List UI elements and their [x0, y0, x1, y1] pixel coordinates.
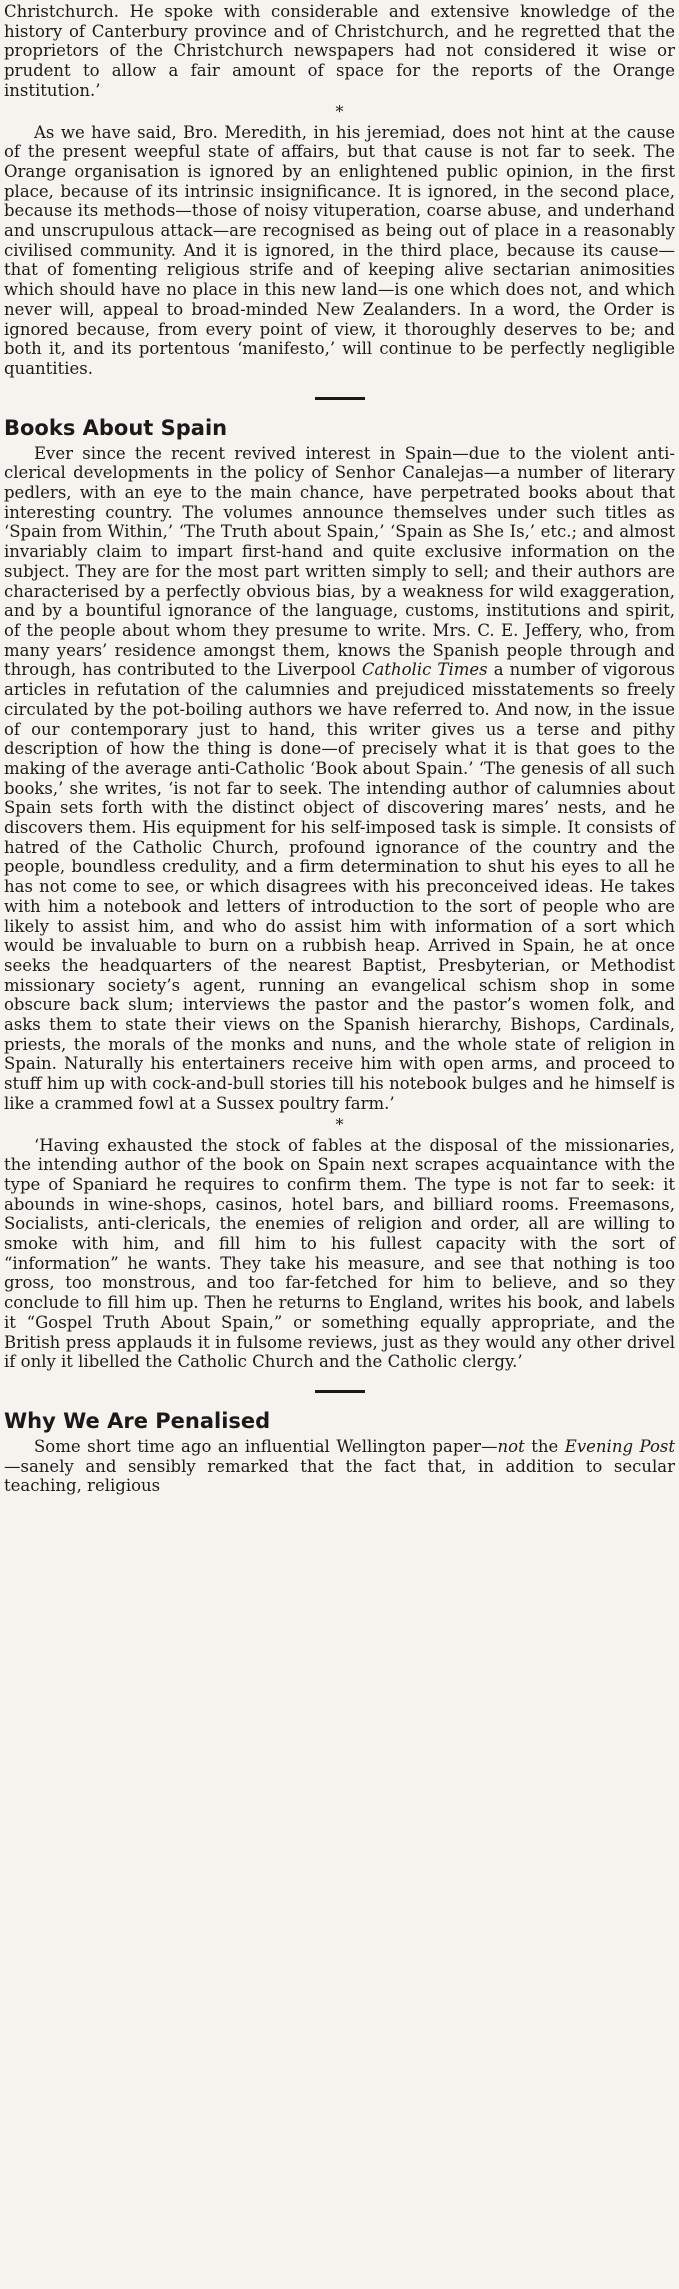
intro-paragraph: Christchurch. He spoke with considerable and extensive knowledge of the history of Canterbury province and of Christchurch, and he regretted that the proprietors of the Christchurch newspapers had not considered it wise or prudent to allow a fair amount of space for the reports of the Orange institution.’ — [4, 2, 675, 100]
newspaper-title: Catholic Times — [361, 660, 488, 680]
paragraph-having-exhausted: ‘Having exhausted the stock of fables at the disposal of the missionaries, the intending author of the book on Spain next scrapes acquaintance with the type of Spaniard he requires to confirm them. The type is not far to seek: it abounds in wine-shops, casinos, hotel bars, and billiard rooms. Freemasons, Socialists, anti-clericals, the enemies of religion and order, all are willing to smoke with him, and fill him to his fullest capacity with the sort of “information” he wants. They take his measure, and see that nothing is too gross, too monstrous, and too far-fetched for him to believe, and so they conclude to fill him up. Then he returns to England, writes his book, and labels it “Gospel Truth About Spain,” or something equally appropriate, and the British press applauds it in fulsome reviews, just as they would any other drivel if only it libelled the Catholic Church and the Catholic clergy.’ — [4, 1135, 675, 1372]
paragraph-text: Some short time ago an influential Wellington paper— — [34, 1437, 498, 1456]
section-heading-why-we-are-penalised: Why We Are Penalised — [4, 1409, 271, 1433]
newspaper-title: Evening Post — [564, 1437, 675, 1456]
paragraph-books-about-spain — [4, 444, 675, 1114]
emphasis-not: not — [497, 1437, 525, 1456]
paragraph-text: a number of vigorous articles in refutation of the calumnies and prejudiced misstatements so freely circulated by the pot-boiling authors we have referred to. And now, in the issue of our contemporary just to hand, this writer gives us a terse and pithy description of how the thing is done—of precisely what it is that goes to the making of the average anti-Catholic ‘Book about Spain.’ ‘The genesis of all such books,’ she writes, ‘is not far to seek. The intending author of calumnies about Spain sets forth with the distinct object of discovering mares’ nests, and he discovers them. His equipment for his self-imposed task is simple. It consists of hatred of the Catholic Church, profound ignorance of the country and the people, boundless credulity, and a firm determination to shut his eyes to all he has not come to see, or which disagrees with his preconceived ideas. He takes with him a notebook and letters of introduction to the sort of people who are likely to assist him, and who do assist him with information of a sort which would be invaluable to burn on a rubbish heap. Arrived in Spain, he at once seeks the headquarters of the nearest Baptist, Presbyterian, or Methodist missionary society’s agent, running an evangelical schism shop in some obscure back slum; interviews the pastor and the pastor’s women folk, and asks them to state their views on the Spanish hierarchy, Bishops, Cardinals, priests, the morals of the monks and nuns, and the whole state of religion in Spain. Naturally his entertainers receive him with open arms, and proceed to stuff him up with cock-and-bull stories till his notebook bulges and he himself is like a crammed fowl at a Sussex poultry farm.’ — [4, 660, 675, 1113]
paragraph-text: —sanely and sensibly remarked that the fact that, in addition to secular teaching, religious — [4, 1456, 675, 1496]
paragraph-text: the — [524, 1437, 565, 1456]
asterism-separator: * — [335, 1114, 344, 1134]
paragraph-text: Ever since the recent revived interest in Spain—due to the violent anti-clerical developments in the policy of Senhor Canalejas—a number of literary pedlers, with an eye to the main chance, have perpetrated books about that interesting country. The volumes announce themselves under such titles as ‘Spain from Within,’ ‘The Truth about Spain,’ ‘Spain as She Is,’ etc.; and almost invariably claim to impart first-hand and quite exclusive information on the subject. They are for the most part written simply to sell; and their authors are characterised by a perfectly obvious bias, by a weakness for wild exaggeration, and by a bountiful ignorance of the language, customs, institutions and spirit, of the people about whom they presume to write. Mrs. C. E. Jeffery, who, from many years’ residence amongst them, knows the Spanish people through and through, has contributed to the Liverpool — [4, 443, 675, 680]
paragraph-why-penalised — [4, 1437, 675, 1496]
section-divider — [315, 1390, 365, 1393]
section-divider — [315, 397, 365, 400]
asterism-separator: * — [335, 101, 344, 121]
section-heading-books-about-spain: Books About Spain — [4, 415, 228, 440]
paragraph-orange-organisation: As we have said, Bro. Meredith, in his jeremiad, does not hint at the cause of the present weepful state of affairs, but that cause is not far to seek. The Orange organisation is ignored by an enlightened public opinion, in the first place, because of its intrinsic insignificance. It is ignored, in the second place, because its methods—those of noisy vituperation, coarse abuse, and underhand and unscrupulous attack—are recognised as being out of place in a reasonably civilised community. And it is ignored, in the third place, because its cause—that of fomenting religious strife and of keeping alive sectarian animosities which should have no place in this new land—is one which does not, and which never will, appeal to broad-minded New Zealanders. In a word, the Order is ignored because, from every point of view, it thoroughly deserves to be; and both it, and its portentous ‘manifesto,’ will continue to be perfectly negligible quantities. — [4, 122, 675, 378]
